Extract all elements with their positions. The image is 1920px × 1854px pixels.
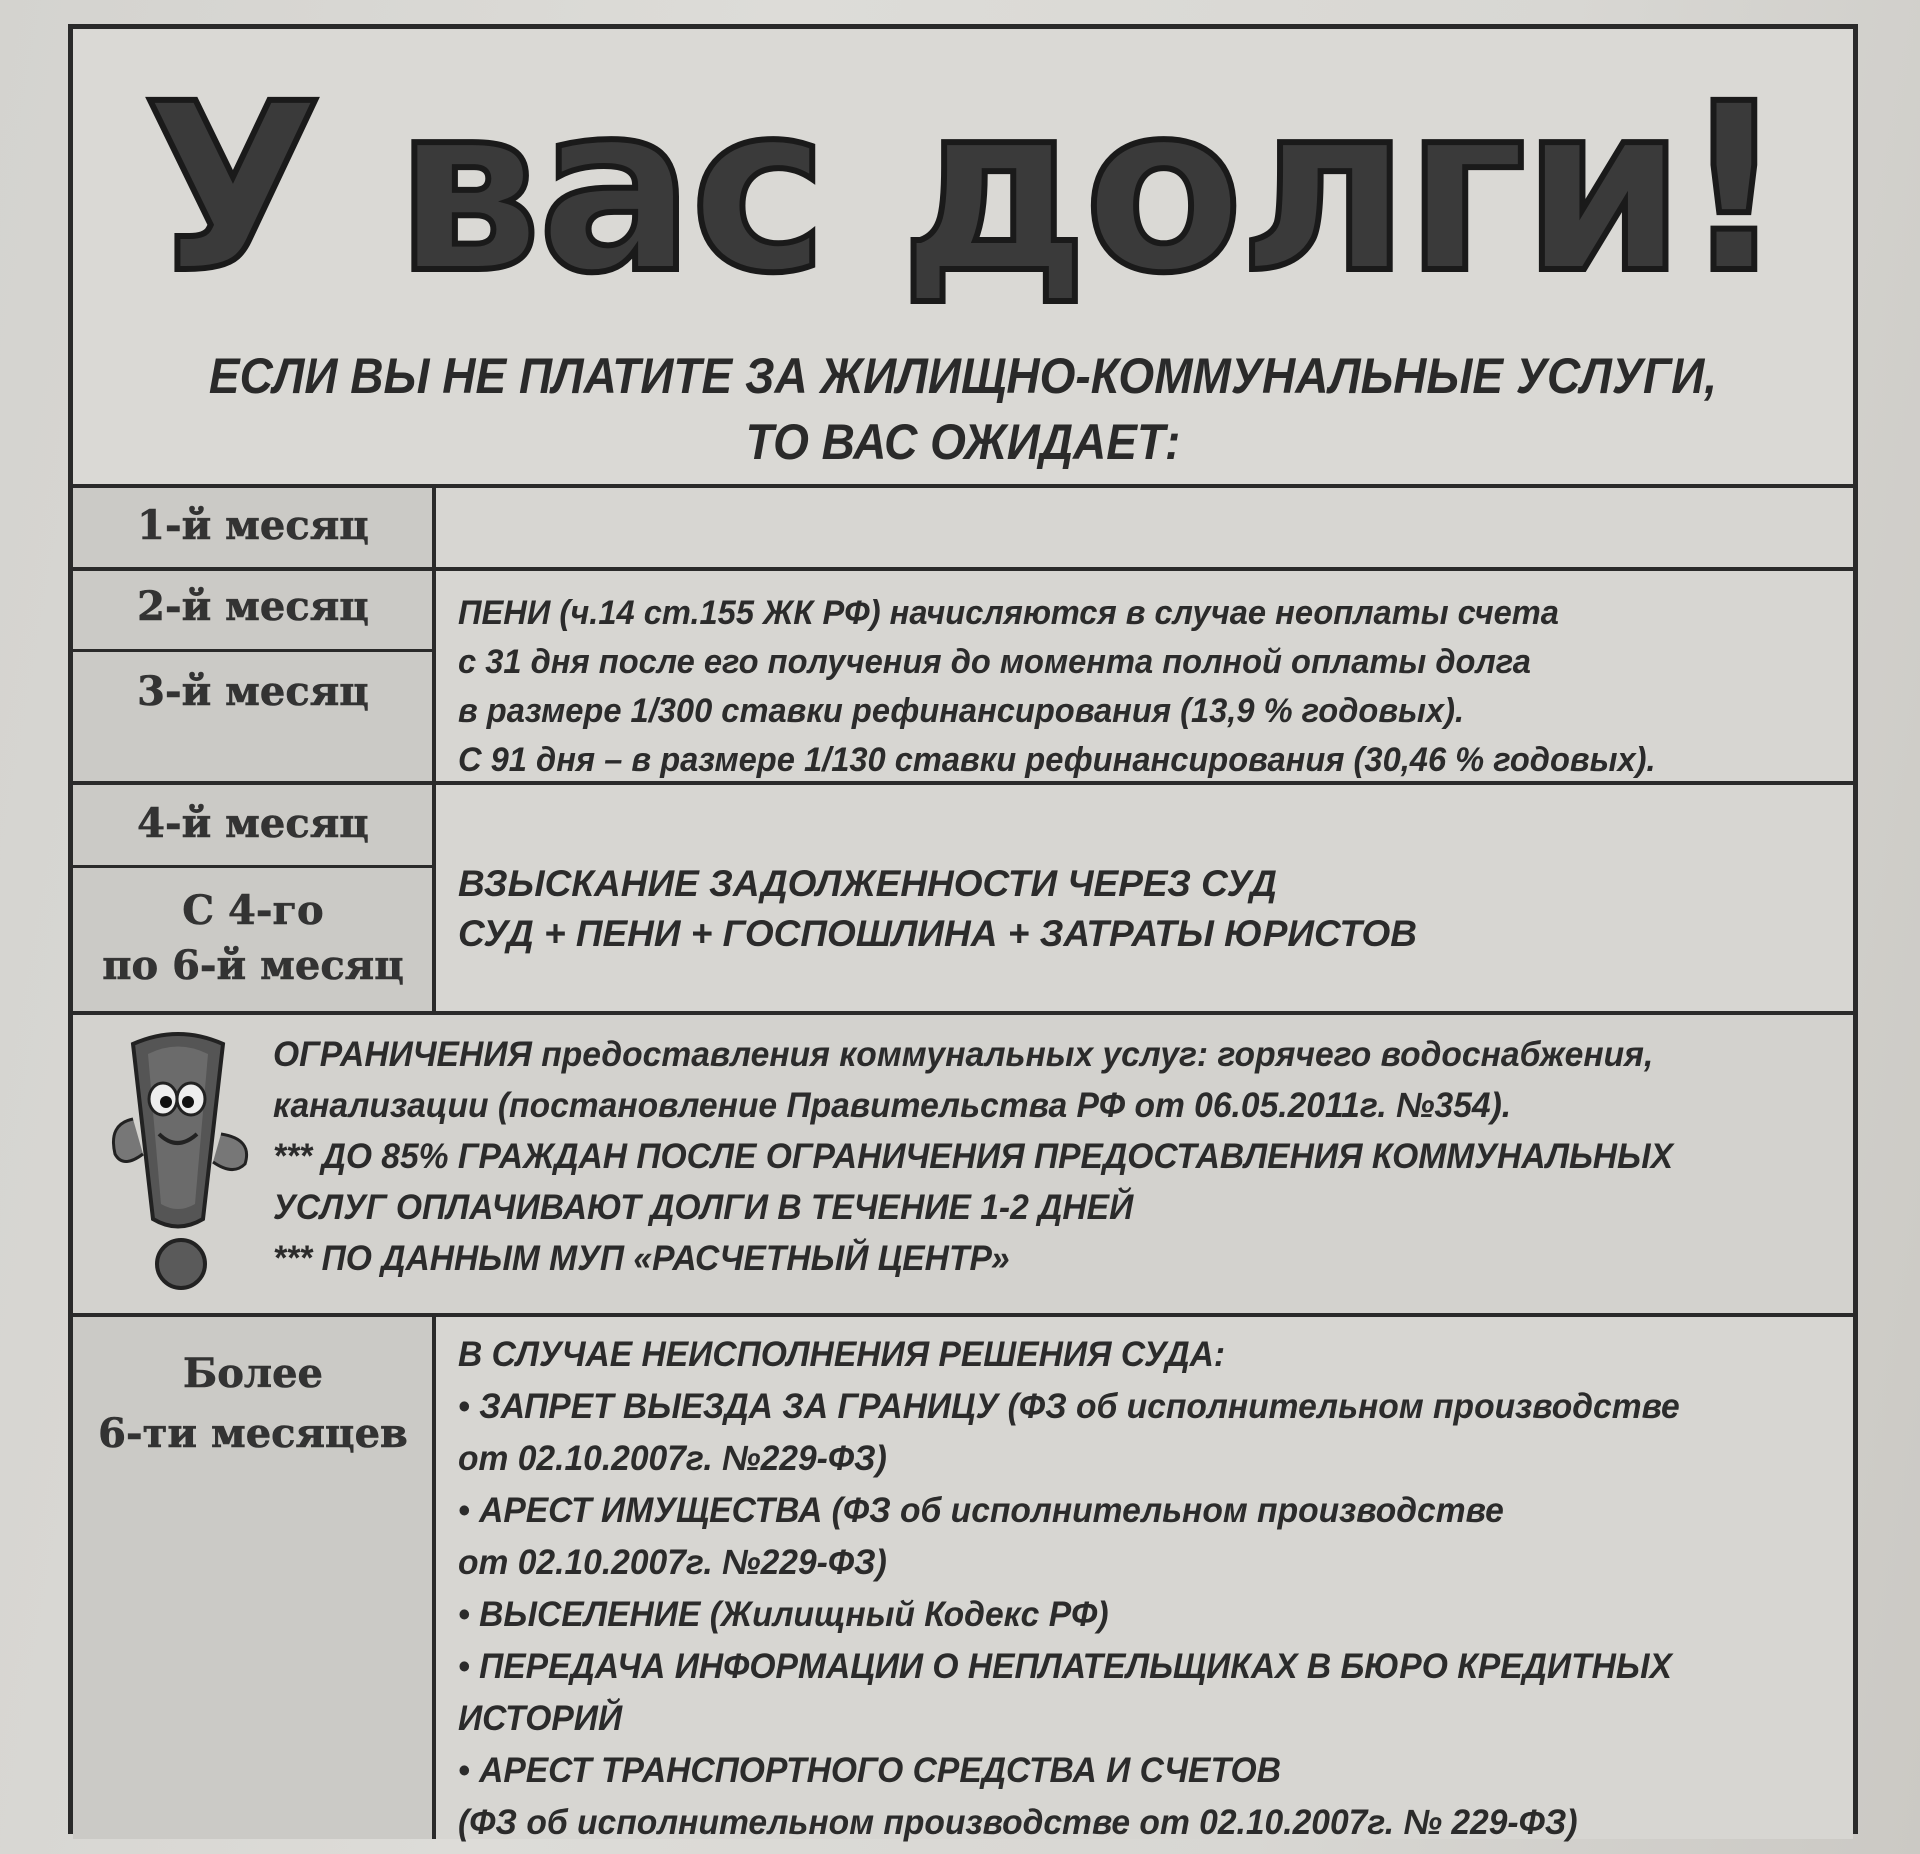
peni-line: в размере 1/300 ставки рефинансирования (13,9 % годовых). [458, 692, 1465, 730]
rule-after-restrictions [73, 1313, 1853, 1317]
restrictions-line: *** ПО ДАННЫМ МУП «РАСЧЕТНЫЙ ЦЕНТР» [273, 1239, 1010, 1278]
consequences-line: от 02.10.2007г. №229-ФЗ) [458, 1439, 887, 1478]
label-month-1: 1-й месяц [137, 502, 369, 549]
consequences-line: ИСТОРИЙ [458, 1699, 623, 1738]
restrictions-line: канализации (постановление Правительства РФ от 06.05.2011г. №354). [273, 1086, 1512, 1125]
restrictions-text [273, 1029, 1825, 1284]
peni-line: с 31 дня после его получения до момента полной оплаты долга [458, 643, 1531, 681]
rule-after-month-2 [73, 649, 435, 652]
consequences-line: • ПЕРЕДАЧА ИНФОРМАЦИИ О НЕПЛАТЕЛЬЩИКАХ В БЮРО КРЕДИТНЫХ [458, 1647, 1672, 1686]
peni-text [458, 589, 1823, 785]
table-top-rule [73, 484, 1853, 488]
subheading-line-2: ТО ВАС ОЖИДАЕТ: [745, 414, 1181, 470]
rule-before-restrictions [73, 1011, 1853, 1015]
consequences-line: В СЛУЧАЕ НЕИСПОЛНЕНИЯ РЕШЕНИЯ СУДА: [458, 1335, 1226, 1374]
notice-frame [68, 24, 1858, 1842]
label-month-4-to-6-line-1: С 4-го [182, 887, 324, 934]
consequences-line: • ВЫСЕЛЕНИЕ (Жилищный Кодекс РФ) [458, 1595, 1109, 1634]
rule-after-month-4 [73, 865, 435, 868]
label-over-6-line-2: 6-ти месяцев [98, 1410, 408, 1457]
label-month-2: 2-й месяц [137, 583, 369, 630]
label-month-4: 4-й месяц [137, 800, 369, 847]
consequences-line: • АРЕСТ ИМУЩЕСТВА (ФЗ об исполнительном производстве [458, 1491, 1504, 1530]
peni-line: ПЕНИ (ч.14 ст.155 ЖК РФ) начисляются в случае неоплаты счета [458, 594, 1559, 632]
restrictions-line: ОГРАНИЧЕНИЯ предоставления коммунальных услуг: горячего водоснабжения, [273, 1035, 1654, 1074]
subheading-line-1: ЕСЛИ ВЫ НЕ ПЛАТИТЕ ЗА ЖИЛИЩНО-КОММУНАЛЬНЫЕ УСЛУГИ, [208, 348, 1718, 404]
rule-after-month-1 [73, 567, 1853, 571]
court-line: СУД + ПЕНИ + ГОСПОШЛИНА + ЗАТРАТЫ ЮРИСТОВ [458, 913, 1417, 954]
label-month-4-to-6-line-2: по 6-й месяц [102, 942, 404, 989]
restrictions-line: УСЛУГ ОПЛАЧИВАЮТ ДОЛГИ В ТЕЧЕНИЕ 1-2 ДНЕЙ [273, 1188, 1134, 1227]
label-month-3: 3-й месяц [137, 668, 369, 715]
court-text [458, 859, 1823, 959]
consequences-text [458, 1329, 1823, 1849]
exclamation-mascot-icon [93, 1024, 263, 1294]
peni-line: С 91 дня – в размере 1/130 ставки рефинансирования (30,46 % годовых). [458, 741, 1656, 779]
restrictions-line: *** ДО 85% ГРАЖДАН ПОСЛЕ ОГРАНИЧЕНИЯ ПРЕДОСТАВЛЕНИЯ КОММУНАЛЬНЫХ [273, 1137, 1674, 1176]
consequences-line: • АРЕСТ ТРАНСПОРТНОГО СРЕДСТВА И СЧЕТОВ [458, 1751, 1281, 1790]
label-over-6-line-1: Более [183, 1350, 323, 1397]
consequences-line: от 02.10.2007г. №229-ФЗ) [458, 1543, 887, 1582]
court-line: ВЗЫСКАНИЕ ЗАДОЛЖЕННОСТИ ЧЕРЕЗ СУД [458, 863, 1277, 904]
consequences-line: • ЗАПРЕТ ВЫЕЗДА ЗА ГРАНИЦУ (ФЗ об исполнительном производстве [458, 1387, 1680, 1426]
headline: У вас долги! [143, 54, 1783, 324]
consequences-line: (ФЗ об исполнительном производстве от 02.10.2007г. № 229-ФЗ) [458, 1803, 1578, 1842]
